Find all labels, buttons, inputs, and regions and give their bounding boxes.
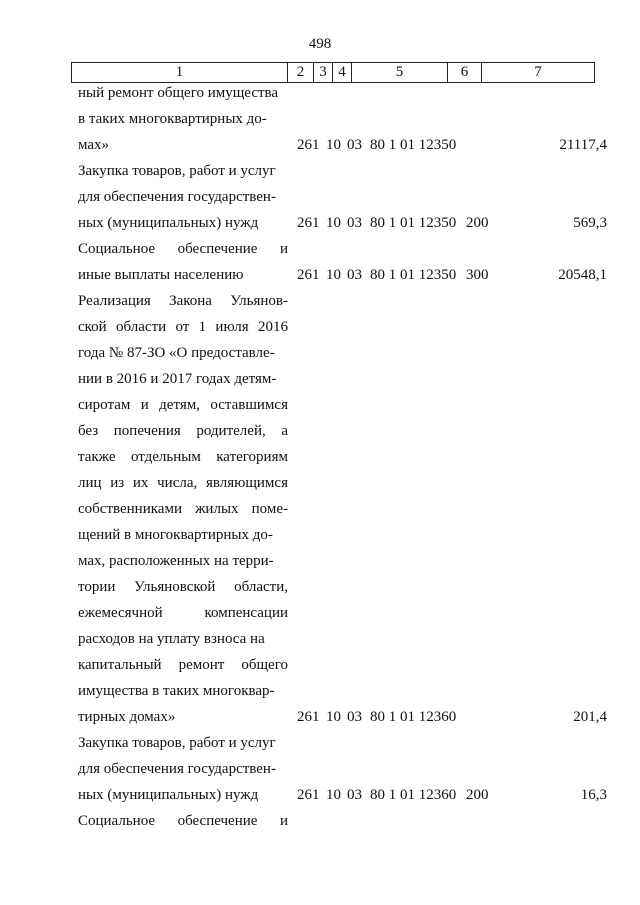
text-line: Закупка товаров, работ и услуг (78, 735, 276, 751)
word: жилых (195, 501, 239, 517)
cell-amount: 20548,1 (558, 267, 607, 283)
text-line: ный ремонт общего имущества (78, 85, 279, 101)
text-line-justified (78, 422, 288, 440)
cell-target-code: 80 1 01 12350 (370, 215, 457, 231)
cell-ministry: 261 (297, 267, 320, 283)
table-header (71, 62, 595, 83)
word: ремонт (178, 657, 225, 673)
cell-ministry: 261 (297, 215, 320, 231)
header-col-4: 4 (333, 63, 352, 83)
word: Социальное (78, 241, 156, 257)
text-line-justified (78, 604, 288, 622)
header-col-2: 2 (288, 63, 314, 83)
word: ской (78, 319, 107, 335)
text-line: Закупка товаров, работ и услуг (78, 163, 276, 179)
cell-ministry: 261 (297, 709, 320, 725)
cell-subsection: 03 (347, 709, 362, 725)
word: общего (241, 657, 288, 673)
cell-target-code: 80 1 01 12360 (370, 709, 457, 725)
header-col-3: 3 (314, 63, 333, 83)
text-line-justified (78, 396, 288, 414)
word: категориям (216, 449, 288, 465)
word: 2016 (257, 319, 288, 335)
word: обеспечение (177, 813, 258, 829)
cell-ministry: 261 (297, 137, 320, 153)
cell-section: 10 (326, 267, 341, 283)
text-line-justified (78, 812, 288, 830)
text-line: мах, расположенных на терри- (78, 553, 274, 569)
text-line-justified (78, 578, 288, 596)
word: Реализация (78, 293, 151, 309)
word: без (78, 423, 99, 439)
word: Социальное (78, 813, 156, 829)
word: и (279, 813, 288, 829)
word: 1 (198, 319, 207, 335)
word: июля (215, 319, 249, 335)
header-col-5: 5 (352, 63, 448, 83)
word: области (116, 319, 167, 335)
word: попечения (113, 423, 181, 439)
cell-target-code: 80 1 01 12350 (370, 267, 457, 283)
cell-amount: 569,3 (573, 215, 607, 231)
word: капитальный (78, 657, 162, 673)
page-number: 498 (308, 36, 332, 52)
cell-section: 10 (326, 787, 341, 803)
cell-amount: 16,3 (580, 787, 607, 803)
cell-expense-type: 200 (466, 787, 489, 803)
word: Ульянов- (230, 293, 288, 309)
text-line: года № 87-ЗО «О предоставле- (78, 345, 275, 361)
cell-expense-type: 300 (466, 267, 489, 283)
word: и (279, 241, 288, 257)
text-line: нии в 2016 и 2017 годах детям- (78, 371, 277, 387)
cell-subsection: 03 (347, 267, 362, 283)
cell-subsection: 03 (347, 787, 362, 803)
cell-amount: 21117,4 (559, 137, 607, 153)
cell-section: 10 (326, 215, 341, 231)
cell-target-code: 80 1 01 12360 (370, 787, 457, 803)
word: отдельным (130, 449, 201, 465)
text-line-justified (78, 240, 288, 258)
text-line: щений в многоквартирных до- (78, 527, 273, 543)
word: Закона (169, 293, 212, 309)
word: тории (78, 579, 116, 595)
cell-expense-type: 200 (466, 215, 489, 231)
word: от (175, 319, 190, 335)
word: поме- (251, 501, 288, 517)
text-line: иные выплаты населению (78, 267, 244, 283)
cell-section: 10 (326, 709, 341, 725)
word: сиротам (78, 397, 131, 413)
word: Ульяновской (134, 579, 216, 595)
cell-section: 10 (326, 137, 341, 153)
word: ежемесячной (78, 605, 163, 621)
cell-amount: 201,4 (573, 709, 607, 725)
text-line: в таких многоквартирных до- (78, 111, 267, 127)
text-line-justified (78, 318, 288, 336)
text-line-justified (78, 500, 288, 518)
word: числа, (157, 475, 198, 491)
word: и (140, 397, 149, 413)
text-line: тирных домах» (78, 709, 176, 725)
text-line: ных (муниципальных) нужд (78, 787, 259, 803)
word: детям, (159, 397, 200, 413)
text-line: ных (муниципальных) нужд (78, 215, 259, 231)
word: являющимся (205, 475, 288, 491)
word: из (110, 475, 125, 491)
header-col-6: 6 (448, 63, 482, 83)
word: также (78, 449, 116, 465)
text-line-justified (78, 656, 288, 674)
word: а (281, 423, 288, 439)
text-line-justified (78, 448, 288, 466)
text-line: для обеспечения государствен- (78, 761, 276, 777)
word: обеспечение (177, 241, 258, 257)
text-line: мах» (78, 137, 110, 153)
text-line: расходов на уплату взноса на (78, 631, 265, 647)
word: оставшимся (210, 397, 288, 413)
header-col-7: 7 (482, 63, 595, 83)
word: родителей, (196, 423, 266, 439)
word: собственниками (78, 501, 182, 517)
cell-ministry: 261 (297, 787, 320, 803)
text-line: имущества в таких многоквар- (78, 683, 275, 699)
text-line-justified (78, 474, 288, 492)
text-line: для обеспечения государствен- (78, 189, 276, 205)
header-col-1: 1 (72, 63, 288, 83)
word: их (132, 475, 149, 491)
cell-target-code: 80 1 01 12350 (370, 137, 457, 153)
cell-subsection: 03 (347, 215, 362, 231)
word: компенсации (204, 605, 288, 621)
word: области, (234, 579, 288, 595)
text-line-justified (78, 292, 288, 310)
word: лиц (78, 475, 102, 491)
cell-subsection: 03 (347, 137, 362, 153)
